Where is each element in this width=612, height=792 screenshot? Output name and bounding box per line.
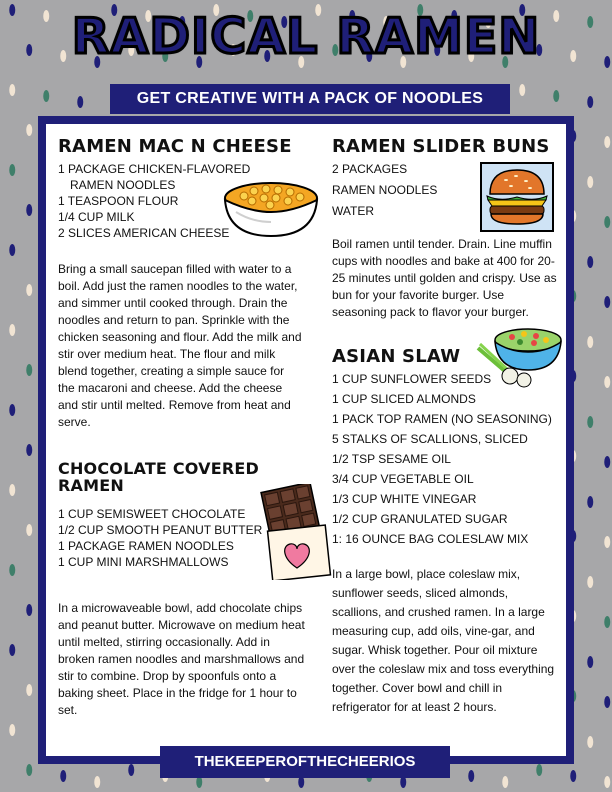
chocolate-bar-heart-icon <box>260 484 334 580</box>
recipe-directions: In a large bowl, place coleslaw mix, sunflower seeds, sliced almonds, scallions, and crushed ramen. In a large measuring cup, add oils, vine-gar, and sugar. Whisk together. Pour oil mixture over the coleslaw mix and toss everything together. Cover bowl and chill in refrigerator for at least 2 hours. <box>332 567 555 714</box>
ingredient-item: 1/4 CUP MILK <box>58 210 135 224</box>
ingredient-item: 1 CUP MINI MARSHMALLOWS <box>58 555 229 569</box>
page-title: RADICAL RAMEN <box>71 8 541 65</box>
ingredient-list <box>332 369 557 549</box>
ingredient-item: 1: 16 OUNCE BAG COLESLAW MIX <box>332 532 529 546</box>
recipe-title: CHOCOLATE COVERED RAMEN <box>58 459 259 495</box>
ingredient-item: 2 SLICES AMERICAN CHEESE <box>58 226 230 240</box>
ingredient-item: 1 CUP SUNFLOWER SEEDS <box>332 372 492 386</box>
recipe-card <box>38 116 574 764</box>
salad-bowl-scallions-icon <box>476 322 562 394</box>
recipe-directions: In a microwaveable bowl, add chocolate chips and peanut butter. Microwave on medium heat until melted, stirring occasionally. Add in broken ramen noodles and marshmallows and stir to combine. Drop by spoonfuls onto a baking sheet. Place in the fridge for 1 hour to set. <box>58 601 305 717</box>
ingredient-item: 1 PACKAGE RAMEN NOODLES <box>58 539 234 553</box>
recipe-title: ASIAN SLAW <box>332 346 461 367</box>
footer-credit: THEKEEPEROFTHECHEERIOS <box>160 746 450 778</box>
ingredient-item: 1/2 CUP GRANULATED SUGAR <box>332 512 508 526</box>
ingredient-item: 1/3 CUP WHITE VINEGAR <box>332 492 477 506</box>
ingredient-item: WATER <box>332 204 374 218</box>
ingredient-item: 1/2 TSP SESAME OIL <box>332 452 451 466</box>
ingredient-item: 1 CUP SEMISWEET CHOCOLATE <box>58 507 246 521</box>
recipe-asian-slaw <box>332 348 557 717</box>
ingredient-item: 3/4 CUP VEGETABLE OIL <box>332 472 474 486</box>
ingredient-item: RAMEN NOODLES <box>332 183 438 197</box>
subtitle-banner: GET CREATIVE WITH A PACK OF NOODLES <box>110 84 510 114</box>
mac-and-cheese-bowl-icon <box>222 176 320 240</box>
ingredient-item: 1 CUP SLICED ALMONDS <box>332 392 476 406</box>
ingredient-item: RAMEN NOODLES <box>70 178 176 192</box>
burger-icon <box>480 162 554 232</box>
recipe-directions: Bring a small saucepan filled with water to a boil. Add just the ramen noodles to the water, and simmer until cooked through. Drain the noodles and return to pan. Sprinkle with the chicken seasoning and flour. Add the milk and stir over medium heat. The flour and milk blend together, creating a simple sauce for the macaroni and cheese. Add the cheese and stir until melted. Remove from heat and serve. <box>58 262 302 429</box>
ingredient-item: 1 TEASPOON FLOUR <box>58 194 179 208</box>
recipe-title: RAMEN MAC N CHEESE <box>58 136 292 157</box>
ingredient-item: 1 PACK TOP RAMEN (NO SEASONING) <box>332 412 552 426</box>
ingredient-item: 1/2 CUP SMOOTH PEANUT BUTTER <box>58 523 263 537</box>
ingredient-item: 2 PACKAGES <box>332 162 408 176</box>
ingredient-item: 1 PACKAGE CHICKEN-FLAVORED <box>58 162 251 176</box>
recipe-directions: Boil ramen until tender. Drain. Line muffin cups with noodles and bake at 400 for 20-25 minutes until golden and crispy. Use as bun for your favorite burger. Use seasoning pack to flavor your burger. <box>332 237 557 319</box>
recipe-title: RAMEN SLIDER BUNS <box>332 136 550 157</box>
ingredient-item: 5 STALKS OF SCALLIONS, SLICED <box>332 432 528 446</box>
